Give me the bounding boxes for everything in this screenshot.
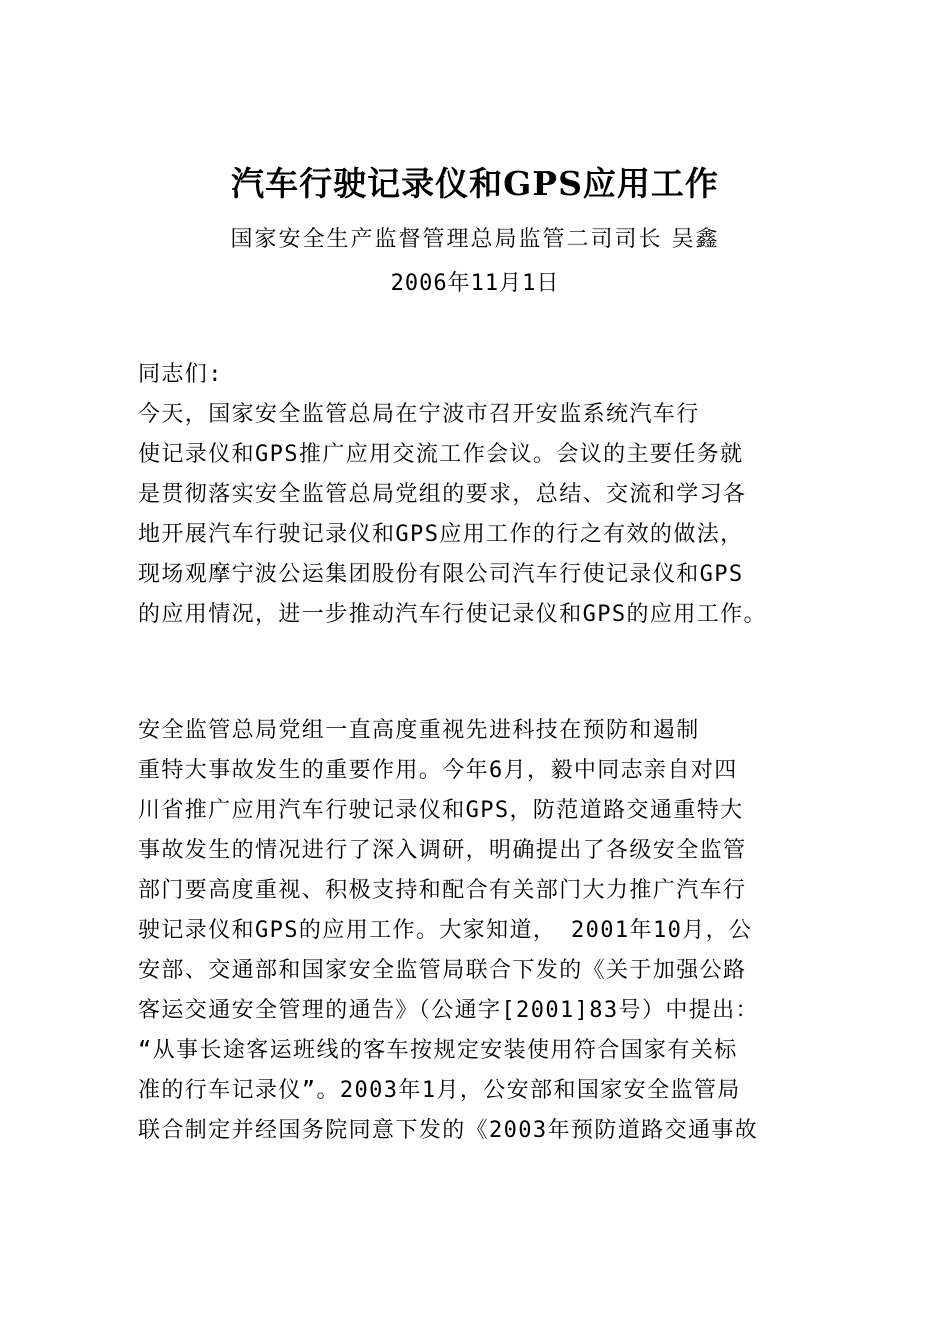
document-date: 2006年11月1日 [390, 271, 560, 296]
paragraph-line: 驶记录仪和GPS的应用工作。大家知道， 2001年10月，公 [138, 918, 753, 943]
paragraph-line: “从事长途客运班线的客车按规定安装使用符合国家有关标 [138, 1038, 738, 1063]
paragraph-line: 事故发生的情况进行了深入调研，明确提出了各级安全监管 [138, 838, 747, 863]
document-title: 汽车行驶记录仪和GPS应用工作 [231, 164, 719, 203]
greeting [138, 355, 818, 395]
paragraph-2 [138, 711, 818, 1151]
paragraph-1 [138, 395, 818, 635]
paragraph-line: 今天，国家安全监管总局在宁波市召开安监系统汽车行 [138, 402, 700, 427]
paragraph-line: 部门要高度重视、积极支持和配合有关部门大力推广汽车行 [138, 878, 747, 903]
greeting-text: 同志们: [138, 362, 223, 387]
paragraph-line: 现场观摩宁波公运集团股份有限公司汽车行使记录仪和GPS [138, 562, 744, 587]
paragraph-line: 是贯彻落实安全监管总局党组的要求，总结、交流和学习各 [138, 482, 747, 507]
paragraph-line: 地开展汽车行驶记录仪和GPS应用工作的行之有效的做法， [138, 522, 744, 547]
paragraph-line: 联合制定并经国务院同意下发的《2003年预防道路交通事故 [138, 1118, 759, 1143]
paragraph-line: 使记录仪和GPS推广应用交流工作会议。会议的主要任务就 [138, 442, 744, 467]
paragraph-line: 川省推广应用汽车行驶记录仪和GPS，防范道路交通重特大 [138, 798, 744, 823]
paragraph-line: 客运交通安全管理的通告》（公通字[2001]83号）中提出： [138, 998, 759, 1023]
author-line: 国家安全生产监督管理总局监管二司司长 吴鑫 [230, 227, 720, 252]
paragraph-line: 的应用情况，进一步推动汽车行使记录仪和GPS的应用工作。 [138, 602, 767, 627]
paragraph-line: 准的行车记录仪”。2003年1月，公安部和国家安全监管局 [138, 1078, 741, 1103]
paragraph-line: 安全监管总局党组一直高度重视先进科技在预防和遏制 [138, 718, 700, 743]
paragraph-line: 安部、交通部和国家安全监管局联合下发的《关于加强公路 [138, 958, 747, 983]
paragraph-line: 重特大事故发生的重要作用。今年6月，毅中同志亲自对四 [138, 758, 738, 783]
